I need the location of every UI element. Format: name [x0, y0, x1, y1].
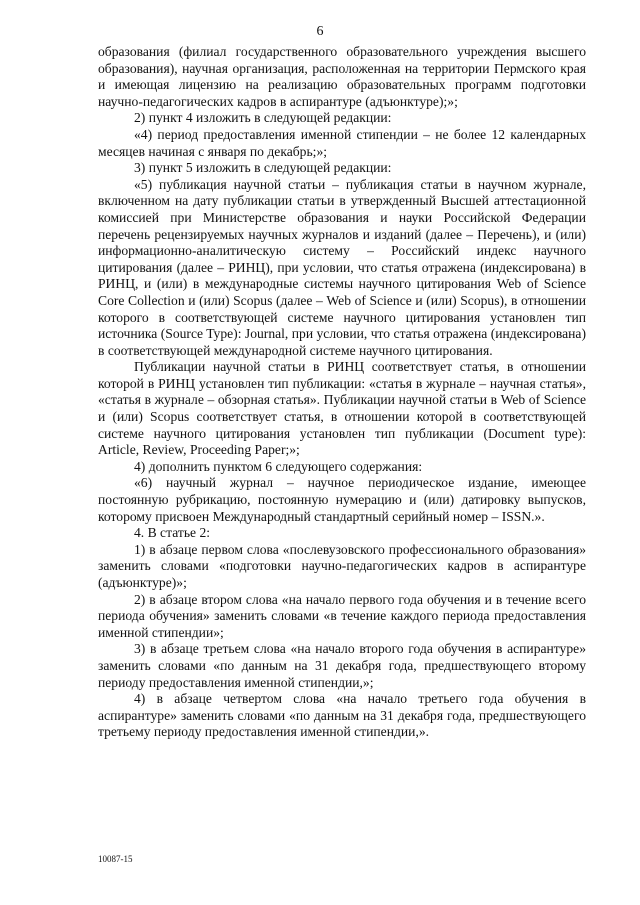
paragraph-3: «4) период предоставления именной стипендии – не более 12 календарных месяцев начиная с января по декабрь;»;: [98, 126, 586, 159]
paragraph-13: 4) в абзаце четвертом слова «на начало третьего года обучения в аспирантуре» заменить словами «по данным на 31 декабря года, предшествующего третьему периоду предоставления именной стипендии,».: [98, 691, 586, 740]
footer-document-code: 10087-15: [98, 854, 133, 864]
paragraph-5: «5) публикация научной статьи – публикация статьи в научном журнале, включенном на дату публикации статьи в утвержденный Высшей аттестационной комиссией при Министерстве образования и науки Российской Федерации перечень рецензируемых научных журналов и изданий (далее – Перечень), и (или) информационно-аналитическую систему – Российский индекс научного цитирования (далее – РИНЦ), при условии, что статья отражена (индексирована) в РИНЦ, и (или) в международные системы научного цитирования Web of Science Core Collection и (или) Scopus (далее – Web of Science и (или) Scopus), в отношении которого в соответствующей системе научного цитирования установлен тип источника (Source Type): Journal, при условии, что статья отражена (индексирована) в соответствующей международной системе научного цитирования.: [98, 176, 586, 358]
paragraph-2: 2) пункт 4 изложить в следующей редакции:: [134, 110, 392, 126]
paragraph-10: 1) в абзаце первом слова «послевузовского профессионального образования» заменить словами «подготовки научно-педагогических кадров в аспирантуре (адъюнктуре)»;: [98, 541, 586, 590]
paragraph-7: 4) дополнить пунктом 6 следующего содержания:: [134, 458, 423, 474]
paragraph-12: 3) в абзаце третьем слова «на начало второго года обучения в аспирантуре» заменить словами «по данным на 31 декабря года, предшествующего второму периоду предоставления именной стипендии,»;: [98, 641, 586, 690]
page-number: 6: [316, 24, 324, 39]
paragraph-9: 4. В статье 2:: [134, 525, 211, 541]
paragraph-11: 2) в абзаце втором слова «на начало первого года обучения и в течение всего периода обучения» заменить словами «в течение каждого периода предоставления именной стипендии»;: [98, 591, 586, 640]
paragraph-8: «6) научный журнал – научное периодическое издание, имеющее постоянную рубрикацию, постоянную нумерацию и (или) датировку выпусков, которому присвоен Международный стандартный серийный номер – ISSN.».: [98, 475, 586, 524]
document-body: [98, 44, 586, 741]
paragraph-6: Публикации научной статьи в РИНЦ соответствует статья, в отношении которой в РИНЦ установлен тип публикации: «статья в журнале – научная статья», «статья в журнале – обзорная статья». Публикации научной статьи в Web of Science и (или) Scopus соответствует статья, в отношении которой в соответствующей системе научного цитирования установлен тип публикации (Document type): Article, Review, Proceeding Paper;»;: [98, 359, 586, 458]
paragraph-4: 3) пункт 5 изложить в следующей редакции:: [134, 160, 392, 176]
paragraph-1: образования (филиал государственного образовательного учреждения высшего образования), научная организация, расположенная на территории Пермского края и имеющая лицензию на реализацию образовательных программ подготовки научно-педагогических кадров в аспирантуре (адъюнктуре);»;: [98, 44, 586, 109]
